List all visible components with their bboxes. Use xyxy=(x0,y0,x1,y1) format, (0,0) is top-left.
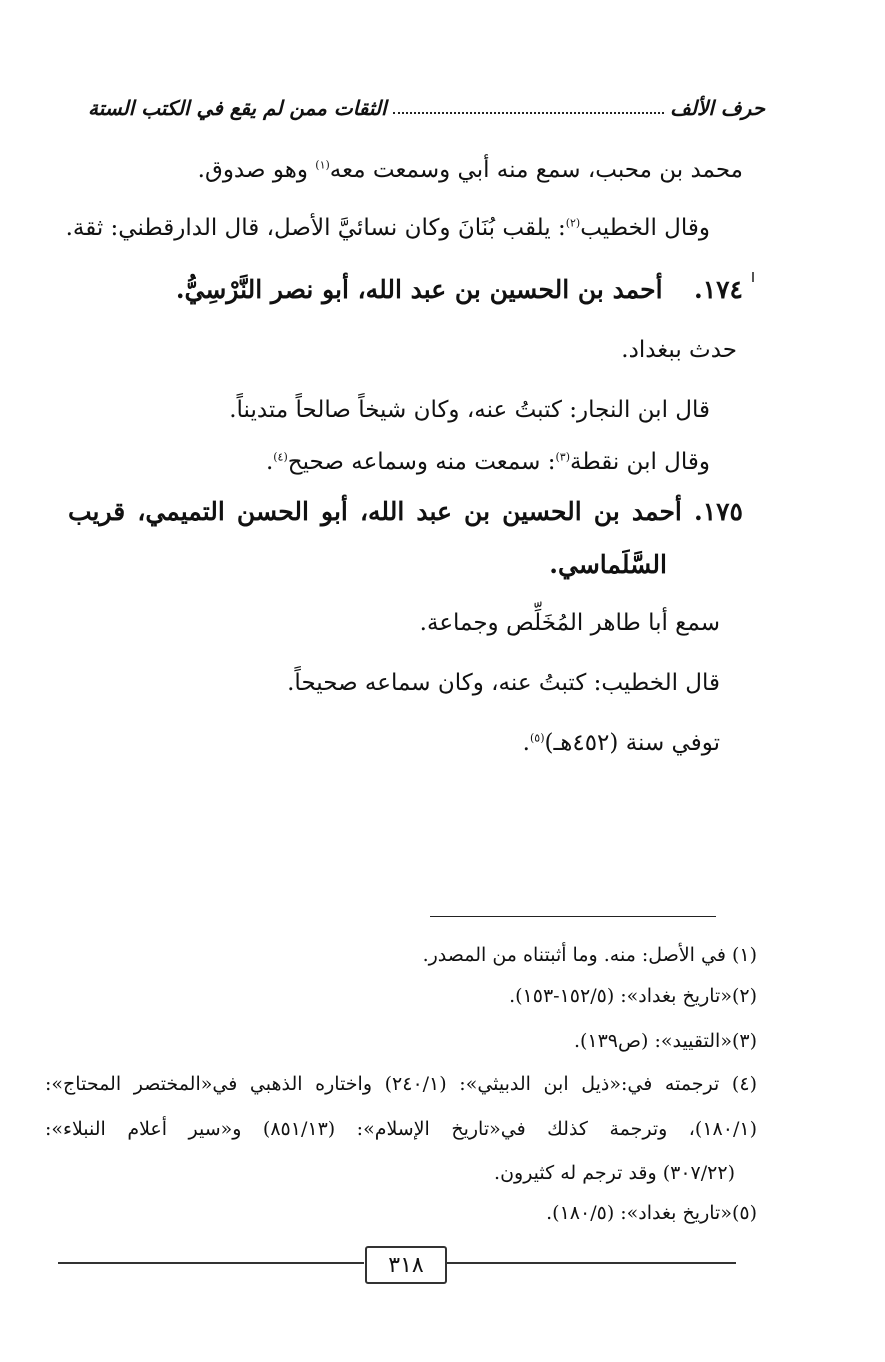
text: : يلقب بُنَانَ وكان نسائيَّ الأصل، قال الدارقطني: ثقة. xyxy=(65,215,566,241)
footer-rule-left xyxy=(58,1262,364,1264)
entry-name: أحمد بن الحسين بن عبد الله، أبو الحسن التميمي، قريب xyxy=(68,497,682,526)
footnote-separator xyxy=(430,916,716,917)
footnote-1: (١) في الأصل: منه. وما أثبتناه من المصدر. xyxy=(422,944,757,966)
entry-number: ١٧٤. xyxy=(693,275,743,304)
text-line xyxy=(198,157,743,183)
text-line xyxy=(266,449,710,475)
text: سمع أبا طاهر المُخَلِّص وجماعة. xyxy=(419,610,720,636)
text: . xyxy=(522,730,530,756)
text: . xyxy=(265,449,274,475)
text-line xyxy=(287,670,720,696)
entry-175-heading xyxy=(68,497,743,526)
footnote-ref: (٥) xyxy=(529,731,545,745)
entry-name: أحمد بن الحسين بن عبد الله، أبو نصر النَّرْسِيُّ. xyxy=(175,275,663,304)
footnote-4-line1: (٤) ترجمته في:«ذيل ابن الدبيثي»: (٢٤٠/١) واختاره الذهبي في«المختصر المحتاج»: xyxy=(45,1073,757,1095)
margin-mark xyxy=(752,272,754,282)
text: وقال الخطيب xyxy=(580,215,710,241)
entry-175-heading-cont xyxy=(549,550,667,579)
entry-174-heading xyxy=(176,275,743,304)
text: قال ابن النجار: كتبتُ عنه، وكان شيخاً صالحاً متديناً. xyxy=(229,397,710,423)
text: توفي سنة (٤٥٢هـ) xyxy=(544,730,720,756)
footnote-2: (٢)«تاريخ بغداد»: (١٥٢/٥-١٥٣). xyxy=(509,985,757,1007)
text-line xyxy=(420,610,720,636)
text-line xyxy=(621,337,737,363)
header-book-title: الثقات ممن لم يقع في الكتب الستة xyxy=(88,96,387,120)
text: حدث ببغداد. xyxy=(621,337,737,363)
text: محمد بن محبب، سمع منه أبي وسمعت معه xyxy=(329,157,743,183)
footnote-ref: (٢) xyxy=(565,216,581,230)
running-header xyxy=(88,96,765,120)
text: وقال ابن نقطة xyxy=(570,449,710,475)
text: وهو صدوق. xyxy=(197,157,316,183)
footnote-5: (٥)«تاريخ بغداد»: (١٨٠/٥). xyxy=(546,1202,757,1224)
text-line xyxy=(66,215,710,241)
footnote-ref: (١) xyxy=(315,158,330,172)
footnote-ref: (٤) xyxy=(273,450,288,464)
text: : سمعت منه وسماعه صحيح xyxy=(287,449,556,475)
page-number: ٣١٨ xyxy=(365,1246,447,1284)
footnote-4-line2: (١٨٠/١)، وترجمة كذلك في«تاريخ الإسلام»: (٨٥١/١٣) و«سير أعلام النبلاء»: xyxy=(45,1118,757,1140)
text-line xyxy=(229,397,710,423)
header-chapter: حرف الألف xyxy=(670,96,765,120)
entry-number: ١٧٥. xyxy=(693,497,743,526)
footnote-3: (٣)«التقييد»: (ص١٣٩). xyxy=(573,1030,757,1052)
text-line xyxy=(523,730,720,756)
footnote-4-line3: (٣٠٧/٢٢) وقد ترجم له كثيرون. xyxy=(494,1162,735,1184)
footnote-ref: (٣) xyxy=(555,450,571,464)
entry-name: السَّلَماسي. xyxy=(549,550,667,579)
footer-rule-right xyxy=(444,1262,736,1264)
text: قال الخطيب: كتبتُ عنه، وكان سماعه صحيحاً. xyxy=(287,670,720,696)
header-dots xyxy=(393,96,665,114)
